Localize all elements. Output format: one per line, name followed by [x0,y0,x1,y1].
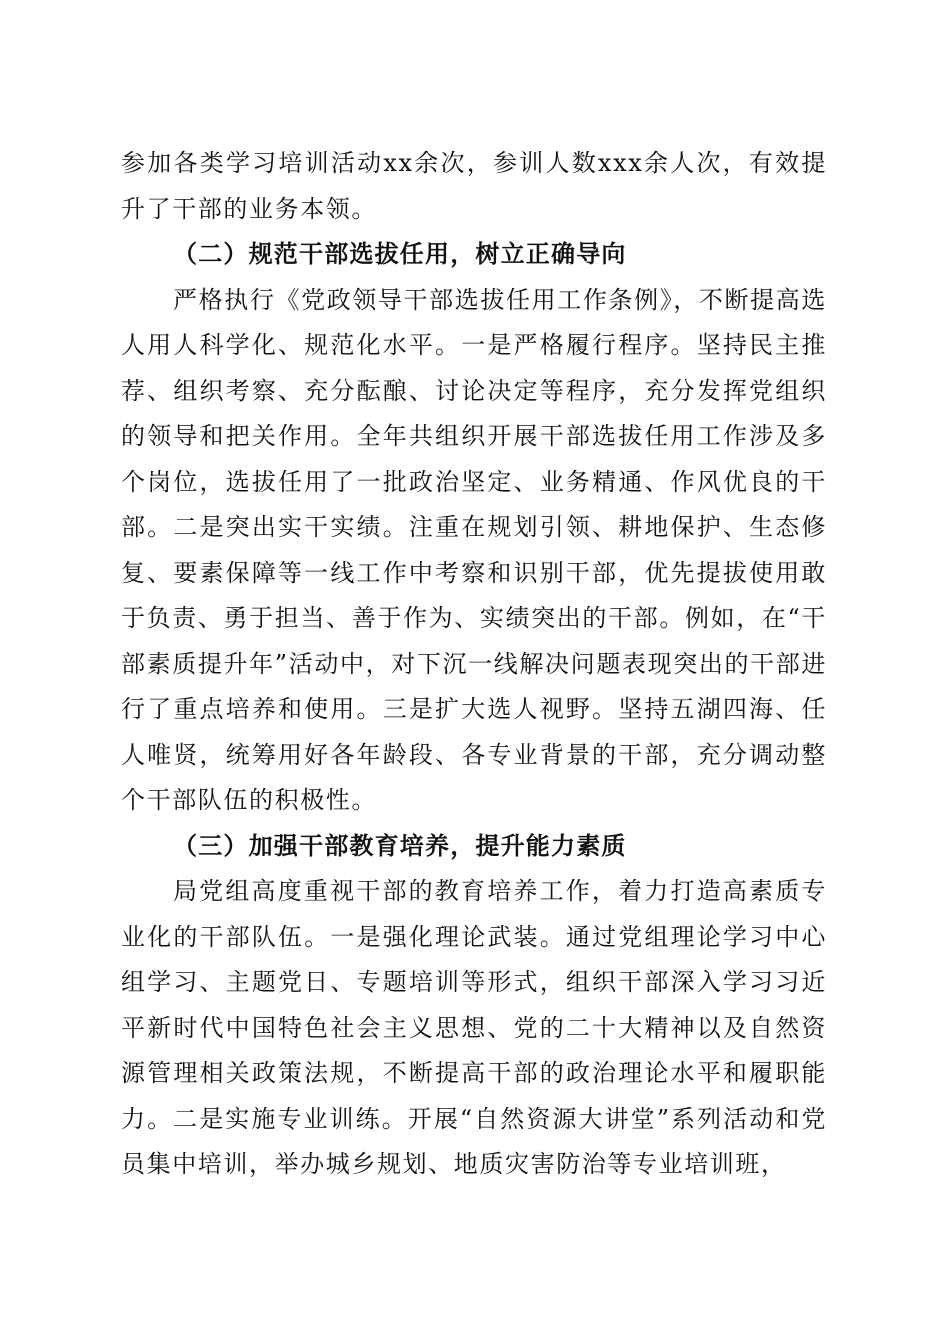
paragraph-continuation: 参加各类学习培训活动xx余次，参训人数xxx余人次，有效提升了干部的业务本领。 [121,149,827,223]
paragraph-cadre-training: 局党组高度重视干部的教育培养工作，着力打造高素质专业化的干部队伍。一是强化理论武装。通过党组理论学习中心组学习、主题党日、专题培训等形式，组织干部深入学习习近平新时代中国特色社会主义思想、党的二十大精神以及自然资源管理相关政策法规，不断提高干部的政治理论水平和履职能力。二是实施专业训练。开展“自然资源大讲堂”系列活动和党员集中培训，举办城乡规划、地质灾害防治等专业培训班， [121,877,827,1178]
paragraph-cadre-selection: 严格执行《党政领导干部选拔任用工作条例》，不断提高选人用人科学化、规范化水平。一是严格履行程序。坚持民主推荐、组织考察、充分酝酿、讨论决定等程序，充分发挥党组织的领导和把关作用。全年共组织开展干部选拔任用工作涉及多个岗位，选拔任用了一批政治坚定、业务精通、作风优良的干部。二是突出实干实绩。注重在规划引领、耕地保护、生态修复、要素保障等一线工作中考察和识别干部，优先提拔使用敢于负责、勇于担当、善于作为、实绩突出的干部。例如，在“干部素质提升年”活动中，对下沉一线解决问题表现突出的干部进行了重点培养和使用。三是扩大选人视野。坚持五湖四海、任人唯贤，统筹用好各年龄段、各专业背景的干部，充分调动整个干部队伍的积极性。 [121,285,827,814]
section-heading-2: （二）规范干部选拔任用，树立正确导向 [173,240,627,268]
section-heading-3: （三）加强干部教育培养，提升能力素质 [173,831,627,860]
document-body [121,141,827,1188]
